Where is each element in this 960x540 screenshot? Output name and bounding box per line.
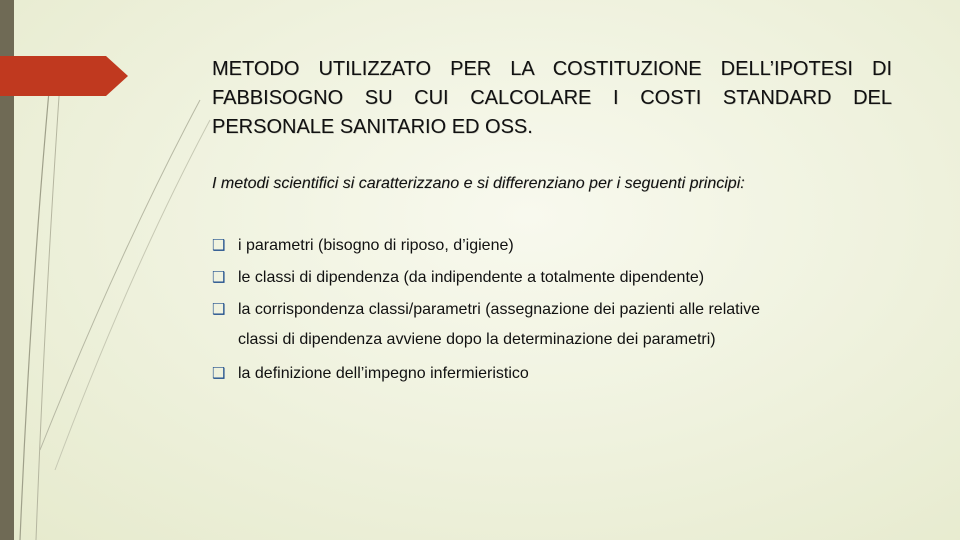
list-item-text: la corrispondenza classi/parametri (assegnazione dei pazienti alle relative — [238, 301, 761, 318]
list-item — [212, 234, 912, 258]
q-glyph-icon: ❑ — [212, 364, 226, 382]
q-glyph-icon: ❑ — [212, 236, 226, 254]
list-item — [212, 266, 912, 290]
list-item-text: la definizione dell’impegno infermieristico — [238, 365, 529, 382]
slide-title: METODO UTILIZZATO PER LA COSTITUZIONE DELL’IPOTESI DI FABBISOGNO SU CUI CALCOLARE I COSTI STANDARD DEL PERSONALE SANITARIO ED OSS. — [212, 58, 892, 138]
accent-arrow-tab — [0, 56, 128, 96]
list-item-text-continued: classi di dipendenza avviene dopo la determinazione dei parametri) — [238, 331, 716, 348]
q-glyph-icon: ❑ — [212, 268, 226, 286]
q-glyph-icon: ❑ — [212, 300, 226, 318]
principles-list — [212, 234, 912, 394]
list-item — [212, 362, 912, 386]
slide-subtitle: I metodi scientifici si caratterizzano e si differenziano per i seguenti principi: — [212, 175, 745, 192]
list-item-text: le classi di dipendenza (da indipendente a totalmente dipendente) — [238, 269, 705, 286]
list-item-text: i parametri (bisogno di riposo, d’igiene) — [238, 237, 514, 254]
list-item — [212, 298, 912, 352]
